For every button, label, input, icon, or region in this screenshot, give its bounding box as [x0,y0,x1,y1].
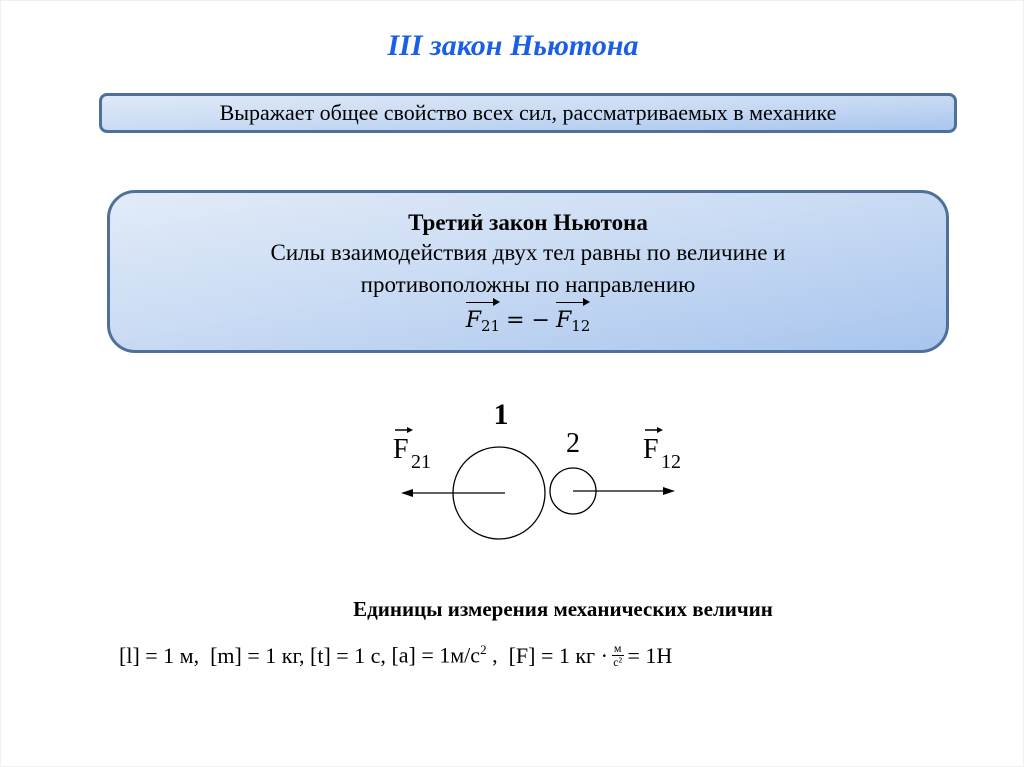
unit-accel [391,642,497,668]
f12-sub: 12 [661,451,681,473]
law-line-1: Силы взаимодействия двух тел равны по величине и [270,240,786,265]
f12-symbol: F [643,434,659,465]
unit-force-fraction [612,642,624,669]
unit-accel-suffix: , [492,642,498,668]
formula-lhs-symbol: F [465,308,481,333]
summary-text: Выражает общее свойство всех сил, рассматриваемых в механике [219,100,837,125]
vector-f12 [556,303,590,344]
unit-time: [t] = 1 c, [310,642,386,668]
vector-f21 [466,303,500,344]
fraction-denominator: с² [613,655,623,669]
body1-label: 1 [493,398,509,431]
fraction-numerator: м [613,641,622,655]
formula-rhs-symbol: F [555,308,572,333]
units-heading: Единицы измерения механических величин [353,597,773,621]
f21-symbol: F [393,434,409,465]
law-heading: Третий закон Ньютона [408,210,648,235]
body2-label: 2 [566,428,580,459]
force-f21-label [393,427,431,473]
law-formula [466,303,591,344]
formula-operator: = − [506,308,550,333]
units-formula [119,642,672,669]
law-box [107,190,949,353]
unit-accel-exp: 2 [480,642,487,658]
unit-force-suffix: = 1Н [627,642,673,668]
formula-rhs-sub: 12 [571,317,591,335]
interaction-diagram [361,386,691,556]
law-line-2: противоположны по направлению [360,272,696,297]
unit-force-prefix: [F] = 1 кг · [508,642,608,668]
unit-mass: [m] = 1 кг, [210,642,305,668]
summary-box [99,93,957,133]
force-f12-label [643,427,681,473]
unit-length: [l] = 1 м, [119,642,200,668]
formula-lhs-sub: 21 [480,317,501,335]
f21-sub: 21 [411,451,431,473]
slide-title: III закон Ньютона [387,29,639,62]
unit-accel-prefix: [a] = 1м/с [391,642,481,668]
